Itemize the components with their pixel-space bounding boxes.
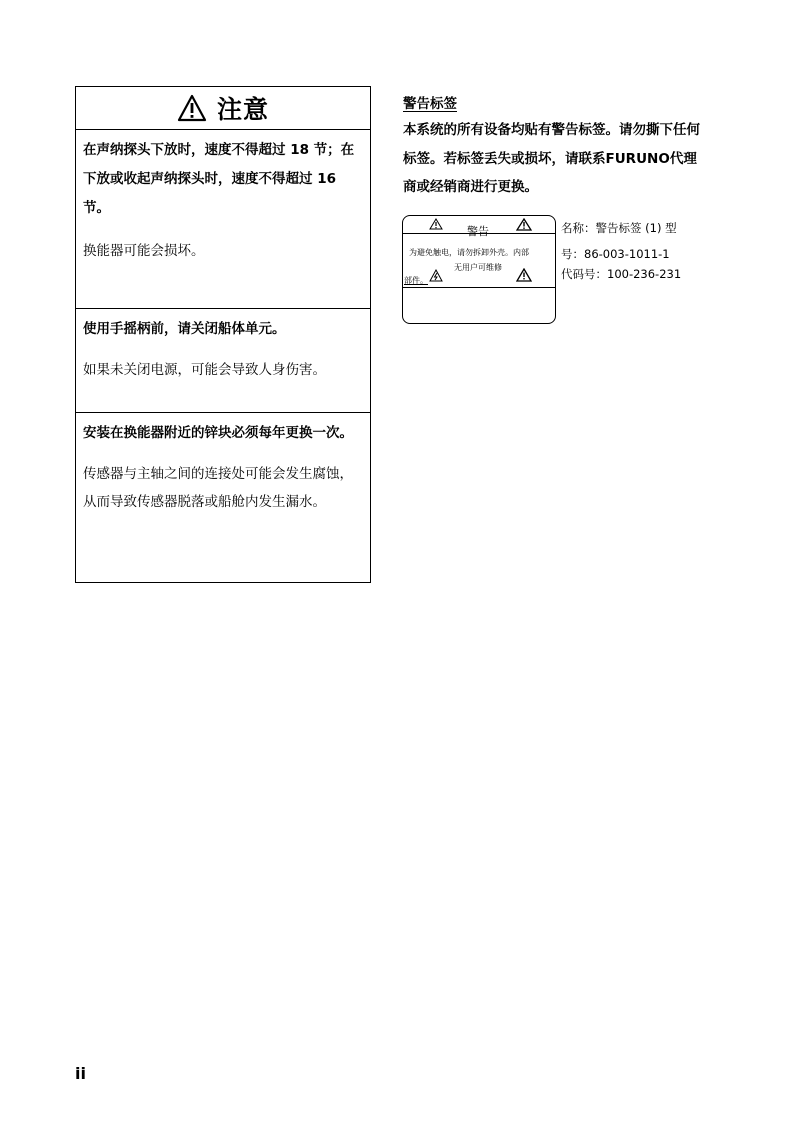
caution-header (76, 87, 370, 130)
caution-section-2-bold: 使用手摇柄前，请关闭船体单元。 (83, 321, 286, 337)
sticker-title: 警告 (467, 225, 489, 238)
page-number: ii (75, 1064, 86, 1083)
sticker-body (403, 234, 555, 288)
electric-shock-warning-icon (429, 269, 443, 282)
warning-triangle-icon (516, 218, 532, 231)
warning-triangle-icon (177, 94, 207, 122)
warning-label-info (561, 218, 701, 284)
label-code-number: 代码号：100-236-231 (561, 267, 682, 281)
caution-section-3-text: 传感器与主轴之间的连接处可能会发生腐蚀，从而导致传感器脱落或船舱内发生漏水。 (83, 466, 353, 510)
sticker-text-line-1: 为避免触电，请勿拆卸外壳。内部 (409, 248, 529, 257)
caution-section-3 (76, 412, 370, 582)
caution-section-2-text: 如果未关闭电源，可能会导致人身伤害。 (83, 362, 326, 378)
sticker-header (403, 216, 555, 238)
warning-label-heading: 警告标签 (403, 96, 457, 112)
caution-title: 注意 (216, 95, 269, 124)
warning-label-description: 本系统的所有设备均贴有警告标签。请勿撕下任何标签。若标签丢失或损坏，请联系FURUNO代理商或经销商进行更换。 (403, 122, 700, 195)
caution-section-1-text: 换能器可能会损坏。 (83, 243, 205, 259)
sticker-text-line-3: 部件。 (404, 276, 428, 285)
caution-box (75, 86, 371, 583)
caution-section-2 (76, 308, 370, 412)
caution-section-1-bold: 在声纳探头下放时，速度不得超过 18 节；在下放或收起声纳探头时，速度不得超过 16 节。 (83, 142, 355, 216)
warning-sticker (402, 215, 556, 324)
label-name: 名称：警告标签 (1) 型 (561, 221, 677, 235)
sticker-text-line-2: 无用户可维修 (454, 263, 502, 272)
label-type-number: 号：86-003-1011-1 (561, 247, 670, 261)
caution-section-3-bold: 安装在换能器附近的锌块必须每年更换一次。 (83, 425, 353, 441)
caution-section-1 (76, 130, 370, 308)
warning-triangle-icon (429, 218, 443, 230)
warning-triangle-icon (516, 268, 532, 282)
